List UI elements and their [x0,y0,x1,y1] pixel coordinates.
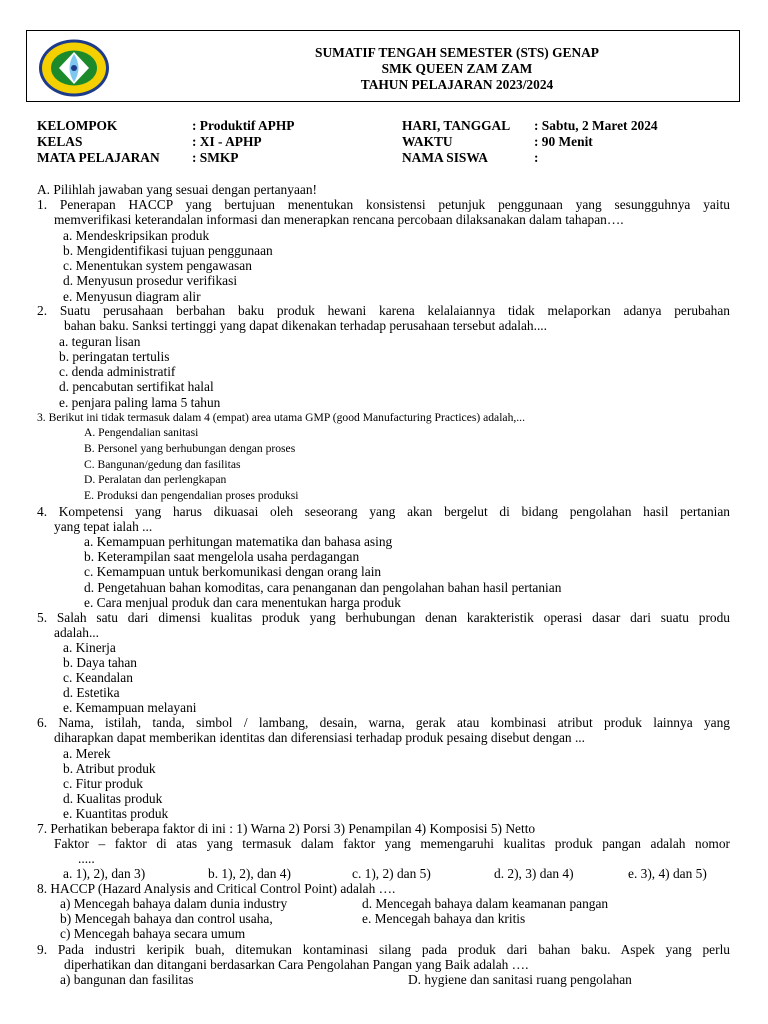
q1-option-a: a. Mendeskripsikan produk [63,228,210,243]
q4-option-b: b. Keterampilan saat mengelola usaha perdagangan [84,549,360,564]
question-7-line-2: Faktor – faktor di atas yang termasuk dalam faktor yang memengaruhi kualitas produk pangan adalah nomor [54,836,730,851]
q7-option-a: a. 1), 2), dan 3) [63,866,146,881]
q4-option-d: d. Pengetahuan bahan komoditas, cara penanganan dan pengolahan bahan hasil pertanian [84,580,562,595]
info-row-mata-pelajaran: MATA PELAJARAN : SMKP [37,150,239,165]
header-box [26,30,740,102]
q5-option-d: d. Estetika [63,685,120,700]
q5-option-c: c. Keandalan [63,670,133,685]
q6-option-c: c. Fitur produk [63,776,143,791]
q8-option-e: e. Mencegah bahaya dan kritis [362,911,526,926]
school-name: SMK QUEEN ZAM ZAM [381,61,533,76]
q3-option-d: D. Peralatan dan perlengkapan [84,473,227,486]
header-title [227,45,687,93]
info-row-kelompok: KELOMPOK : Produktif APHP [37,118,295,133]
question-7-line-3: ..... [78,851,95,866]
question-1-line-1: 1. Penerapan HACCP yang bertujuan menentukan konsistensi petunjuk penggunaan yang sesungguhnya yaitu [37,197,730,212]
q4-option-c: c. Kemampuan untuk berkomunikasi dengan orang lain [84,564,382,579]
q1-option-b: b. Mengidentifikasi tujuan penggunaan [63,243,273,258]
question-8-line-1: 8. HACCP (Hazard Analysis and Critical Control Point) adalah …. [37,881,396,896]
q6-option-a: a. Merek [63,746,111,761]
q9-option-d: D. hygiene dan sanitasi ruang pengolahan [408,972,632,987]
q6-option-b: b. Atribut produk [63,761,156,776]
question-4-line-1: 4. Kompetensi yang harus dikuasai oleh seseorang yang akan bergelut di bidang pengolahan hasil pertanian [37,504,730,519]
q4-option-e: e. Cara menjual produk dan cara menentukan harga produk [84,595,401,610]
q3-option-e: E. Produksi dan pengendalian proses produksi [84,489,299,502]
q7-option-c: c. 1), 2) dan 5) [352,866,431,881]
q5-option-b: b. Daya tahan [63,655,137,670]
q5-option-e: e. Kemampuan melayani [63,700,197,715]
exam-title: SUMATIF TENGAH SEMESTER (STS) GENAP [315,45,599,60]
q3-option-b: B. Personel yang berhubungan dengan proses [84,442,296,455]
school-logo [37,38,111,98]
q7-option-b: b. 1), 2), dan 4) [208,866,291,881]
question-6-line-2: diharapkan dapat memberikan identitas dan diferensiasi terhadap produk pesaing disebut dengan ... [54,730,585,745]
question-3-line-1: 3. Berikut ini tidak termasuk dalam 4 (empat) area utama GMP (good Manufacturing Practices) adalah,... [37,411,525,424]
q1-option-d: d. Menyusun prosedur verifikasi [63,273,238,288]
q1-option-e: e. Menyusun diagram alir [63,289,201,304]
q8-option-d: d. Mencegah bahaya dalam keamanan pangan [362,896,609,911]
question-4-line-2: yang tepat ialah ... [54,519,153,534]
q3-option-a: A. Pengendalian sanitasi [84,426,199,439]
q2-option-b: b. peringatan tertulis [59,349,170,364]
q7-option-e: e. 3), 4) dan 5) [628,866,707,881]
info-right [402,118,732,166]
info-row-waktu: WAKTU : 90 Menit [402,134,593,149]
question-2-line-1: 2. Suatu perusahaan berbahan baku produk hewani karena kelalaiannya tidak melaporkan adanya perubahan [37,303,730,318]
q5-option-a: a. Kinerja [63,640,116,655]
q2-option-a: a. teguran lisan [59,334,141,349]
q6-option-d: d. Kualitas produk [63,791,163,806]
q4-option-a: a. Kemampuan perhitungan matematika dan bahasa asing [84,534,393,549]
q2-option-e: e. penjara paling lama 5 tahun [59,395,221,410]
question-9-line-2: diperhatikan dan ditangani berdasarkan Cara Pengolahan Pangan yang Baik adalah …. [64,957,529,972]
question-1-line-2: memverifikasi keterandalan informasi dan menerapkan rencana percobaan dilaksanakan dalam tahapan…. [54,212,624,227]
question-9-line-1: 9. Pada industri keripik buah, ditemukan kontaminasi silang pada produk dari bahan baku. Aspek yang perlu [37,942,730,957]
info-left [37,118,367,166]
q8-option-b: b) Mencegah bahaya dan control usaha, [60,911,273,926]
academic-year: TAHUN PELAJARAN 2023/2024 [360,77,554,92]
question-6-line-1: 6. Nama, istilah, tanda, simbol / lambang, desain, warna, gerak atau kombinasi atribut produk lainnya yang [37,715,730,730]
instruction: A. Pilihlah jawaban yang sesuai dengan pertanyaan! [37,182,317,197]
info-row-nama-siswa: NAMA SISWA : [402,150,539,165]
question-5-line-1: 5. Salah satu dari dimensi kualitas produk yang berhubungan denan karakteristik operasi dasar dari suatu produ [37,610,730,625]
q9-option-a: a) bangunan dan fasilitas [60,972,194,987]
q8-option-a: a) Mencegah bahaya dalam dunia industry [60,896,288,911]
q2-option-c: c. denda administratif [59,364,176,379]
q1-option-c: c. Menentukan system pengawasan [63,258,252,273]
q6-option-e: e. Kuantitas produk [63,806,169,821]
question-7-line-1: 7. Perhatikan beberapa faktor di ini : 1) Warna 2) Porsi 3) Penampilan 4) Komposisi 5) Netto [37,821,536,836]
q2-option-d: d. pencabutan sertifikat halal [59,379,214,394]
question-2-line-2: bahan baku. Sanksi tertinggi yang dapat dikenakan terhadap perusahaan tersebut adalah.... [64,318,548,333]
info-row-kelas: KELAS : XI - APHP [37,134,262,149]
q7-option-d: d. 2), 3) dan 4) [494,866,574,881]
info-row-hari-tanggal: HARI, TANGGAL : Sabtu, 2 Maret 2024 [402,118,658,133]
q8-option-c: c) Mencegah bahaya secara umum [60,926,246,941]
question-5-line-2: adalah... [54,625,99,640]
q3-option-c: C. Bangunan/gedung dan fasilitas [84,458,241,471]
